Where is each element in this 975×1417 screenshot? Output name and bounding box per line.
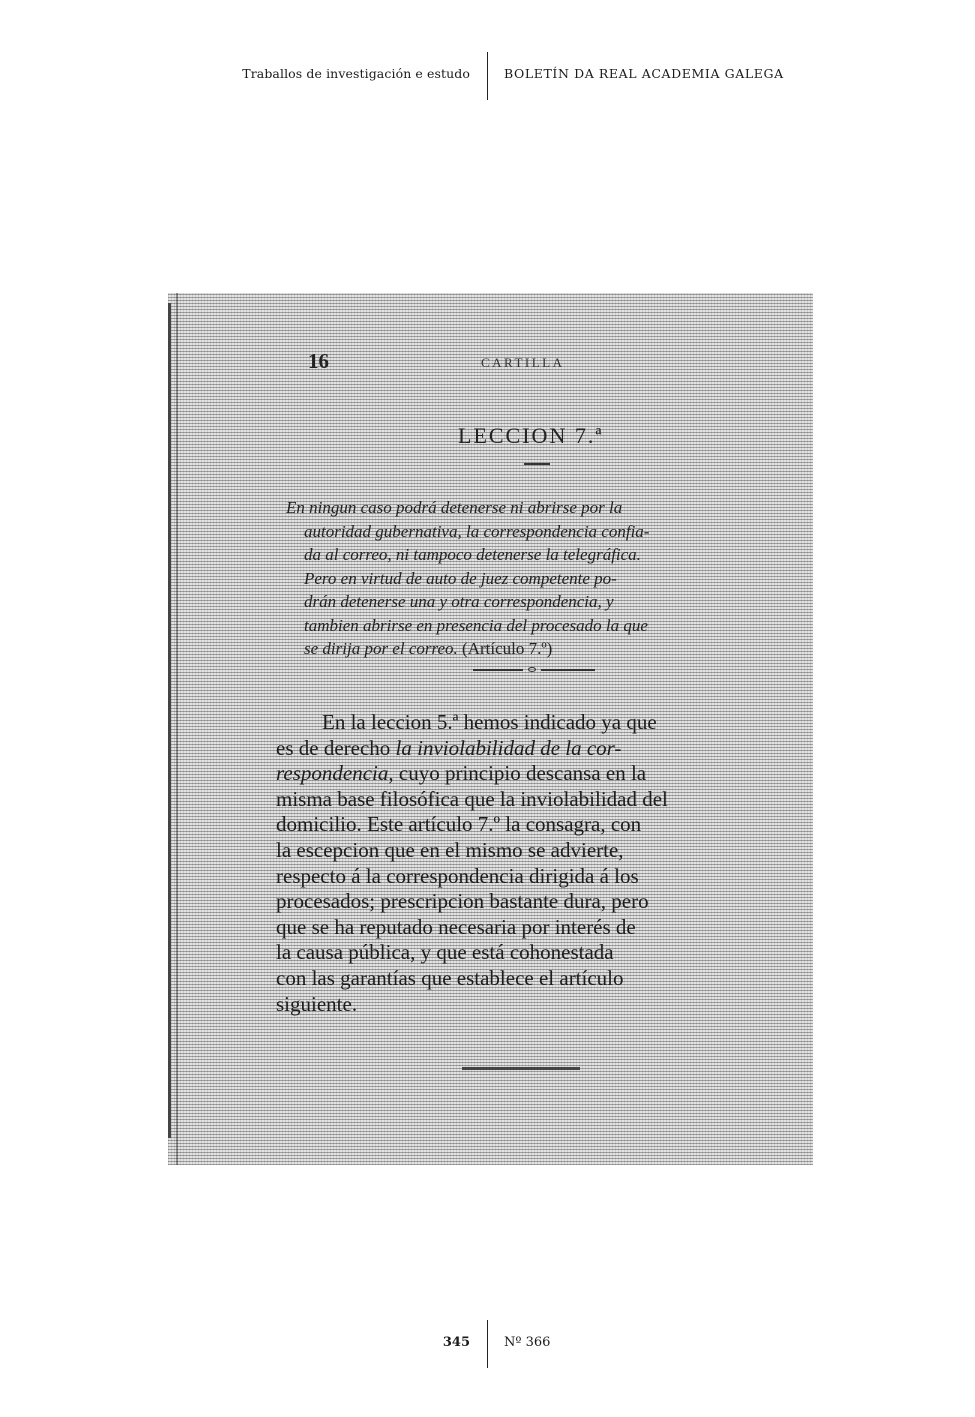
header-section-title: Traballos de investigación e estudo	[242, 66, 470, 81]
body-line: misma base filosófica que la inviolabilidad del	[276, 786, 668, 811]
article-line-text: se dirija por el correo.	[304, 639, 458, 658]
title-rule	[524, 463, 550, 465]
article-line-last	[286, 637, 791, 661]
scan-running-title: CARTILLA	[481, 355, 565, 370]
lesson-title: LECCION 7.ª	[458, 423, 604, 448]
body-line: que se ha reputado necesaria por interés de	[276, 914, 636, 939]
body-line	[276, 736, 786, 762]
article-line: En ningun caso podrá detenerse ni abrirse por la	[286, 498, 623, 517]
header-journal-title: BOLETÍN DA REAL ACADEMIA GALEGA	[504, 66, 784, 81]
article-text	[286, 496, 791, 661]
body-text: es de derecho	[276, 735, 391, 760]
commentary-text	[276, 710, 786, 1017]
footer-divider	[487, 1320, 488, 1368]
body-emphasis: la inviolabilidad de la cor-	[395, 735, 622, 760]
body-line: domicilio. Este artículo 7.º la consagra, con	[276, 812, 642, 837]
ornament-bar-right	[541, 669, 595, 671]
body-line	[276, 761, 786, 787]
ornament-bar-left	[473, 669, 523, 671]
body-line: procesados; prescripcion bastante dura, pero	[276, 889, 649, 914]
body-line: la escepcion que en el mismo se advierte,	[276, 837, 624, 862]
footer-page-number: 345	[442, 1335, 470, 1350]
body-line: con las garantías que establece el artículo	[276, 965, 624, 990]
article-reference: (Artículo 7.º)	[462, 639, 553, 658]
body-line: respecto á la correspondencia dirigida á los	[276, 863, 639, 888]
body-text: , cuyo principio descansa en la	[388, 761, 647, 786]
article-line: da al correo, ni tampoco detenerse la telegráfica.	[304, 545, 641, 564]
article-line: drán detenerse una y otra correspondencia, y	[304, 592, 614, 611]
body-line: la causa pública, y que está cohonestada	[276, 940, 614, 965]
article-line: tambien abrirse en presencia del procesado la que	[304, 615, 648, 635]
ornamental-rule	[473, 666, 595, 674]
end-rule	[462, 1067, 580, 1070]
scanned-page-image	[168, 293, 813, 1165]
header-divider	[487, 52, 488, 100]
body-emphasis: respondencia	[276, 761, 389, 786]
footer-issue-number: Nº 366	[504, 1335, 551, 1350]
scan-page-number: 16	[308, 349, 329, 373]
article-line: autoridad gubernativa, la correspondencia confia-	[304, 521, 650, 541]
body-line: siguiente.	[276, 991, 358, 1016]
body-line: En la leccion 5.ª hemos indicado ya que	[322, 710, 657, 734]
ornament-dot	[528, 667, 536, 672]
running-header	[0, 52, 975, 100]
article-line: Pero en virtud de auto de juez competente po-	[304, 568, 617, 588]
